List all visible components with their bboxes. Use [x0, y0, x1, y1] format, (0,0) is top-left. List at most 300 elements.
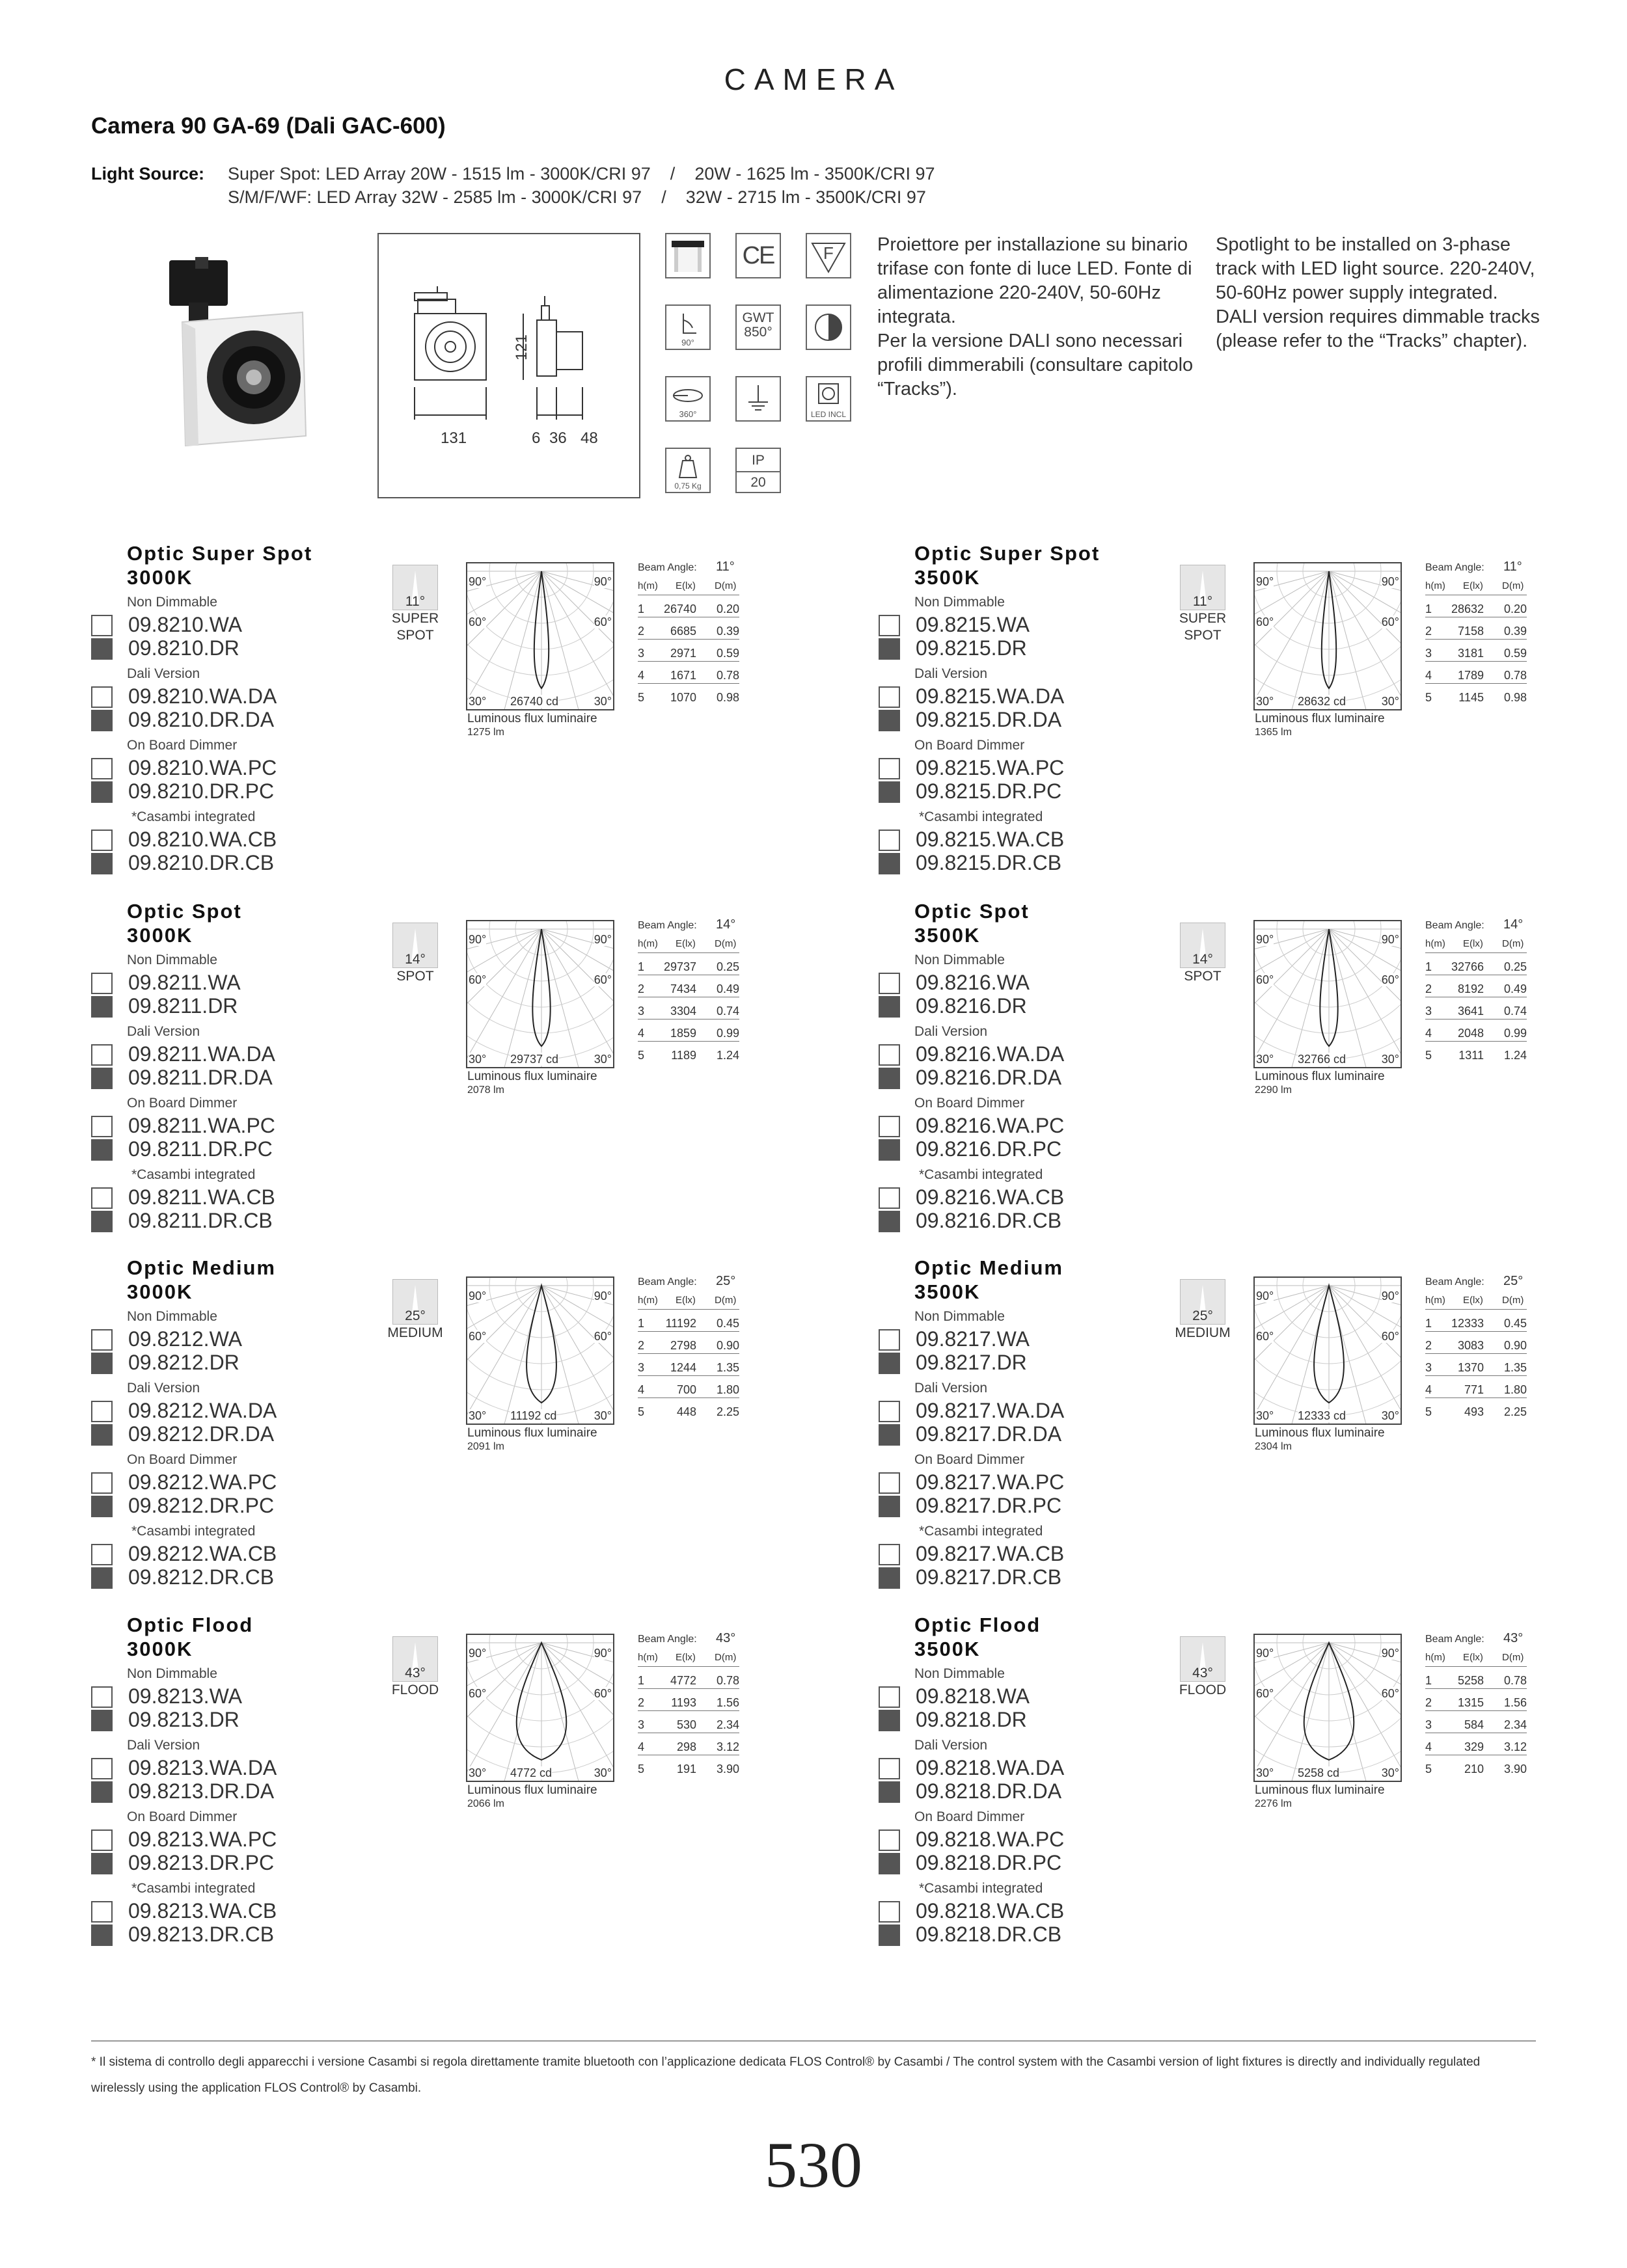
polar-angle-label: 60°: [1381, 1330, 1399, 1343]
cell-e: 32766: [1451, 960, 1484, 973]
cell-d: 0.39: [716, 625, 739, 638]
product-code: 09.8212.WA.DA: [128, 1399, 277, 1422]
cell-d: 3.90: [1503, 1762, 1527, 1775]
dim-height: 121: [513, 334, 531, 361]
col-h: h(m): [638, 580, 658, 591]
polar-angle-label: 60°: [1381, 1687, 1399, 1700]
luminous-flux-label: Luminous flux luminaire: [1255, 1426, 1385, 1440]
optic-title: [127, 541, 312, 589]
white-finish-swatch: [91, 1116, 113, 1137]
cell-e: 5258: [1457, 1674, 1484, 1687]
white-finish-swatch: [91, 1401, 113, 1422]
col-h: h(m): [1425, 1295, 1445, 1306]
illuminance-table-row: [638, 668, 739, 684]
illuminance-table-row: [1425, 1025, 1527, 1042]
product-code: 09.8216.WA.DA: [916, 1042, 1065, 1066]
dark-finish-swatch: [91, 1567, 113, 1589]
beam-angle-table-value: 43°: [1503, 1631, 1524, 1645]
product-code: 09.8215.WA.DA: [916, 684, 1065, 708]
product-code: 09.8216.DR.DA: [916, 1066, 1062, 1089]
glow-wire-test-icon: GWT 850°: [735, 304, 781, 350]
dark-finish-swatch: [879, 996, 900, 1018]
variant-label: On Board Dimmer: [914, 1096, 1025, 1111]
cell-e: 1789: [1457, 669, 1484, 682]
cell-e: 530: [676, 1718, 696, 1731]
product-code: 09.8215.WA: [916, 613, 1030, 636]
optic-title-name: Optic Spot: [127, 900, 242, 923]
product-code: 09.8216.DR.CB: [916, 1209, 1062, 1232]
cell-h: 4: [638, 669, 645, 682]
product-code: 09.8212.WA.CB: [128, 1542, 277, 1565]
cell-d: 0.78: [716, 669, 739, 682]
product-code: 09.8213.DR: [128, 1708, 239, 1731]
polar-peak-intensity: 28632 cd: [1298, 695, 1347, 708]
beam-angle-table-value: 14°: [716, 917, 736, 932]
optic-block: [91, 541, 807, 880]
illuminance-table-row: [638, 1404, 739, 1420]
cell-d: 1.56: [1503, 1696, 1527, 1709]
dim-depth-1: 6: [532, 429, 541, 447]
beam-type-label: [1164, 1665, 1242, 1699]
white-finish-swatch: [879, 830, 900, 851]
cell-h: 1: [638, 1674, 645, 1687]
optic-block: [879, 1256, 1594, 1594]
cell-d: 0.45: [1503, 1317, 1527, 1330]
dark-finish-swatch: [879, 1567, 900, 1589]
white-finish-swatch: [91, 1901, 113, 1923]
optic-title: [127, 899, 242, 947]
dark-finish-swatch: [879, 1924, 900, 1946]
variant-label: Non Dimmable: [914, 1666, 1005, 1681]
cell-h: 2: [1425, 982, 1432, 995]
illuminance-table-row: [638, 1338, 739, 1354]
product-code: 09.8212.DR.CB: [128, 1565, 275, 1589]
beam-angle-table-value: 25°: [716, 1274, 736, 1288]
polar-angle-label: 90°: [469, 933, 487, 946]
beam-angle-value: 11°: [405, 594, 426, 609]
cell-d: 1.35: [1503, 1361, 1527, 1374]
luminous-flux-label: Luminous flux luminaire: [1255, 1783, 1385, 1797]
illuminance-table-header: [1425, 1293, 1527, 1310]
cell-e: 1370: [1457, 1361, 1484, 1374]
dim-width: 131: [441, 429, 467, 447]
product-code: 09.8213.WA.CB: [128, 1899, 277, 1923]
polar-angle-label: 90°: [1256, 933, 1274, 946]
cell-d: 0.99: [1503, 1027, 1527, 1040]
variant-label: *Casambi integrated: [919, 1881, 1043, 1896]
white-finish-swatch: [879, 686, 900, 708]
illuminance-table-row: [638, 1047, 739, 1063]
illuminance-table-row: [638, 1739, 739, 1755]
cell-d: 3.12: [1503, 1740, 1527, 1753]
product-code: 09.8211.DR: [128, 994, 238, 1018]
white-finish-swatch: [91, 1187, 113, 1209]
product-code: 09.8218.DR.CB: [916, 1923, 1062, 1946]
variant-label: Dali Version: [914, 1024, 988, 1039]
cell-h: 3: [638, 1361, 645, 1374]
cell-h: 5: [1425, 1762, 1432, 1775]
polar-angle-label: 90°: [1381, 1289, 1399, 1303]
illuminance-table-row: [1425, 601, 1527, 617]
white-finish-swatch: [91, 1829, 113, 1851]
polar-angle-label: 30°: [1381, 1766, 1399, 1779]
col-e: E(lx): [676, 1295, 696, 1306]
illuminance-table-row: [638, 623, 739, 640]
technical-drawing: [379, 234, 639, 497]
earth-class-icon: [735, 376, 781, 422]
polar-angle-label: 30°: [594, 1053, 612, 1066]
cell-e: 28632: [1451, 602, 1484, 615]
product-code: 09.8212.DR.PC: [128, 1494, 275, 1517]
dark-finish-swatch: [91, 1496, 113, 1517]
white-finish-swatch: [91, 1472, 113, 1494]
cell-h: 2: [638, 1339, 645, 1352]
beam-angle-label: Beam Angle:: [1425, 562, 1484, 573]
cell-d: 0.59: [1503, 647, 1527, 660]
white-finish-swatch: [879, 1758, 900, 1779]
variant-label: *Casambi integrated: [919, 1524, 1043, 1539]
cell-e: 3304: [670, 1005, 696, 1018]
variant-label: *Casambi integrated: [919, 809, 1043, 824]
luminous-flux-value: 2304 lm: [1255, 1441, 1292, 1452]
product-code: 09.8213.WA.PC: [128, 1828, 277, 1851]
optic-block: [91, 899, 807, 1237]
white-finish-swatch: [879, 615, 900, 636]
optic-block: [879, 899, 1594, 1237]
variant-label: Dali Version: [127, 666, 200, 681]
cell-e: 584: [1464, 1718, 1484, 1731]
beam-angle-label: Beam Angle:: [1425, 1276, 1484, 1288]
cell-d: 0.25: [1503, 960, 1527, 973]
optic-title: [127, 1256, 276, 1304]
illuminance-table-row: [1425, 1316, 1527, 1332]
beam-angle-label: Beam Angle:: [638, 920, 697, 931]
product-code: 09.8210.DR.CB: [128, 851, 275, 874]
cell-d: 1.24: [716, 1049, 739, 1062]
illuminance-table-row: [1425, 959, 1527, 975]
illuminance-table-row: [1425, 1695, 1527, 1711]
dark-finish-swatch: [879, 1496, 900, 1517]
col-d: D(m): [715, 938, 737, 949]
polar-peak-intensity: 26740 cd: [510, 695, 559, 708]
polar-diagram: [466, 1634, 614, 1782]
beam-type-name: FLOOD: [1179, 1682, 1227, 1697]
illuminance-table-row: [638, 981, 739, 997]
optic-title: [127, 1613, 253, 1661]
polar-angle-label: 90°: [594, 933, 612, 946]
cell-h: 3: [1425, 647, 1432, 660]
illuminance-table-row: [638, 1695, 739, 1711]
illuminance-table-header: [638, 937, 739, 953]
variant-label: Dali Version: [127, 1381, 200, 1396]
illuminance-table-row: [1425, 1717, 1527, 1733]
variant-label: Dali Version: [127, 1024, 200, 1039]
cell-h: 5: [1425, 1049, 1432, 1062]
polar-diagram: [1253, 920, 1402, 1068]
cell-h: 1: [1425, 1674, 1432, 1687]
cell-e: 1311: [1458, 1049, 1484, 1062]
optic-title-temp: 3500K: [914, 1638, 981, 1660]
product-code: 09.8217.WA.DA: [916, 1399, 1065, 1422]
dark-finish-swatch: [879, 1353, 900, 1374]
illuminance-table-row: [1425, 1382, 1527, 1398]
beam-type-label: [376, 951, 454, 985]
polar-angle-label: 30°: [594, 1409, 612, 1422]
luminous-flux-value: 2276 lm: [1255, 1798, 1292, 1809]
cell-h: 5: [1425, 691, 1432, 704]
polar-angle-label: 60°: [469, 973, 487, 986]
cell-e: 2048: [1457, 1027, 1484, 1040]
illuminance-table-row: [1425, 623, 1527, 640]
cell-d: 2.25: [1503, 1405, 1527, 1418]
polar-angle-label: 90°: [594, 1647, 612, 1660]
footnote-rule: [91, 2040, 1536, 2042]
product-code: 09.8216.DR.PC: [916, 1137, 1062, 1161]
col-d: D(m): [715, 1652, 737, 1663]
product-code: 09.8218.WA: [916, 1684, 1030, 1708]
cell-e: 1315: [1457, 1696, 1484, 1709]
polar-angle-label: 60°: [1256, 1687, 1274, 1700]
cell-h: 4: [638, 1383, 645, 1396]
cell-h: 5: [638, 1762, 645, 1775]
illuminance-table-row: [638, 1360, 739, 1376]
product-code: 09.8217.WA.PC: [916, 1470, 1065, 1494]
variant-label: Non Dimmable: [914, 595, 1005, 610]
cell-e: 771: [1464, 1383, 1484, 1396]
beam-angle-label: Beam Angle:: [1425, 1634, 1484, 1645]
cell-h: 5: [638, 1405, 645, 1418]
col-e: E(lx): [1463, 1295, 1483, 1306]
illuminance-table-row: [1425, 1338, 1527, 1354]
beam-angle-label: Beam Angle:: [638, 1276, 697, 1288]
col-d: D(m): [1502, 1652, 1524, 1663]
col-d: D(m): [715, 1295, 737, 1306]
tilt-90-icon: 90°: [665, 304, 711, 350]
col-e: E(lx): [676, 1652, 696, 1663]
luminous-flux-label: Luminous flux luminaire: [1255, 712, 1385, 725]
description-english: Spotlight to be installed on 3-phase track with LED light source. 220-240V, 50-60Hz power supply integrated. DALI version requires dimmable tracks (please refer to the “Tracks” chapter).: [1216, 234, 1540, 351]
luminous-flux: [467, 1070, 597, 1097]
col-e: E(lx): [1463, 938, 1483, 949]
polar-peak-intensity: 29737 cd: [510, 1053, 559, 1066]
beam-type-name: MEDIUM: [1175, 1325, 1231, 1340]
cell-h: 4: [638, 1740, 645, 1753]
product-code: 09.8211.DR.PC: [128, 1137, 273, 1161]
dark-finish-swatch: [91, 1139, 113, 1161]
cell-d: 1.24: [1503, 1049, 1527, 1062]
polar-diagram: [466, 1276, 614, 1425]
beam-type-name: FLOOD: [391, 1682, 439, 1697]
cell-h: 2: [638, 1696, 645, 1709]
dark-finish-swatch: [91, 1853, 113, 1874]
polar-diagram: [1253, 1634, 1402, 1782]
beam-type-name: SPOT: [396, 969, 434, 984]
cell-h: 4: [1425, 1027, 1432, 1040]
optic-title-name: Optic Super Spot: [914, 542, 1101, 565]
luminous-flux: [467, 1783, 597, 1811]
beam-type-label: [1164, 593, 1242, 644]
polar-diagram: [466, 920, 614, 1068]
cell-e: 7434: [670, 982, 696, 995]
white-finish-swatch: [879, 1187, 900, 1209]
cell-e: 700: [676, 1383, 696, 1396]
beam-type-label: [1164, 1308, 1242, 1342]
white-finish-swatch: [879, 1829, 900, 1851]
cell-e: 2971: [670, 647, 696, 660]
variant-label: Non Dimmable: [127, 1309, 217, 1324]
product-code: 09.8212.DR.DA: [128, 1422, 275, 1446]
polar-diagram: [466, 562, 614, 710]
cell-h: 2: [638, 982, 645, 995]
cell-d: 0.20: [716, 602, 739, 615]
cell-d: 0.49: [1503, 982, 1527, 995]
polar-peak-intensity: 32766 cd: [1298, 1053, 1347, 1066]
polar-angle-label: 60°: [1381, 615, 1399, 628]
cell-d: 0.98: [1503, 691, 1527, 704]
ce-mark-icon: CE: [735, 233, 781, 278]
product-code: 09.8216.WA.PC: [916, 1114, 1065, 1137]
optic-title-temp: 3500K: [914, 566, 981, 589]
cell-e: 1070: [670, 691, 696, 704]
beam-angle-table-value: 43°: [716, 1631, 736, 1645]
cell-d: 0.78: [716, 1674, 739, 1687]
polar-peak-intensity: 5258 cd: [1298, 1766, 1340, 1779]
product-code: 09.8211.WA.PC: [128, 1114, 275, 1137]
dimmable-icon: [806, 304, 851, 350]
luminous-flux-value: 1275 lm: [467, 727, 504, 738]
product-code: 09.8218.DR: [916, 1708, 1027, 1731]
product-code: 09.8216.DR: [916, 994, 1027, 1018]
beam-angle-value: 43°: [405, 1666, 426, 1681]
luminous-flux: [1255, 712, 1385, 739]
cell-d: 2.25: [716, 1405, 739, 1418]
product-code: 09.8218.DR.DA: [916, 1779, 1062, 1803]
cell-h: 3: [1425, 1718, 1432, 1731]
product-code: 09.8217.WA: [916, 1327, 1030, 1351]
beam-type-label: [376, 593, 454, 644]
polar-angle-label: 60°: [594, 1330, 612, 1343]
cell-h: 5: [638, 1049, 645, 1062]
white-finish-swatch: [879, 1329, 900, 1351]
dark-finish-swatch: [91, 710, 113, 731]
white-finish-swatch: [879, 973, 900, 994]
light-source-line-2: S/M/F/WF: LED Array 32W - 2585 lm - 3000K/CRI 97 / 32W - 2715 lm - 3500K/CRI 97: [228, 187, 926, 207]
cell-e: 329: [1464, 1740, 1484, 1753]
dim-depth-3: 48: [581, 429, 598, 447]
polar-angle-label: 60°: [594, 973, 612, 986]
white-finish-swatch: [91, 1044, 113, 1066]
dark-finish-swatch: [879, 781, 900, 803]
beam-angle-value: 14°: [405, 952, 426, 967]
illuminance-table-row: [638, 959, 739, 975]
variant-label: On Board Dimmer: [914, 1452, 1025, 1467]
white-finish-swatch: [879, 1401, 900, 1422]
cell-e: 1244: [670, 1361, 696, 1374]
product-code: 09.8212.WA.PC: [128, 1470, 277, 1494]
beam-type-label: [376, 1308, 454, 1342]
optic-title-temp: 3000K: [127, 1280, 193, 1303]
product-code: 09.8215.DR.DA: [916, 708, 1062, 731]
cell-e: 1145: [1458, 691, 1484, 704]
optic-block: [879, 1613, 1594, 1951]
illuminance-table-row: [638, 1717, 739, 1733]
variant-label: On Board Dimmer: [914, 1809, 1025, 1824]
col-e: E(lx): [1463, 1652, 1483, 1663]
product-code: 09.8210.DR.DA: [128, 708, 275, 731]
luminous-flux-label: Luminous flux luminaire: [467, 1783, 597, 1797]
variant-label: *Casambi integrated: [919, 1167, 1043, 1182]
white-finish-swatch: [879, 1472, 900, 1494]
product-code: 09.8215.DR.CB: [916, 851, 1062, 874]
polar-diagram: [1253, 1276, 1402, 1425]
variant-label: *Casambi integrated: [131, 1167, 256, 1182]
polar-angle-label: 30°: [469, 1409, 487, 1422]
luminous-flux: [467, 712, 597, 739]
white-finish-swatch: [879, 1901, 900, 1923]
cell-d: 0.49: [716, 982, 739, 995]
polar-angle-label: 90°: [469, 575, 487, 588]
cell-d: 0.39: [1503, 625, 1527, 638]
light-source-label: Light Source:: [91, 164, 204, 183]
illuminance-table-row: [638, 1382, 739, 1398]
dark-finish-swatch: [91, 1211, 113, 1232]
optic-title-name: Optic Flood: [914, 1613, 1041, 1636]
illuminance-table-row: [638, 690, 739, 705]
cell-h: 2: [638, 625, 645, 638]
variant-label: Dali Version: [914, 1381, 988, 1396]
white-finish-swatch: [91, 1686, 113, 1708]
polar-angle-label: 30°: [1256, 1766, 1274, 1779]
illuminance-table-row: [1425, 981, 1527, 997]
cell-d: 0.99: [716, 1027, 739, 1040]
cell-d: 0.20: [1503, 602, 1527, 615]
col-d: D(m): [715, 580, 737, 591]
col-d: D(m): [1502, 1295, 1524, 1306]
cell-e: 3083: [1457, 1339, 1484, 1352]
optic-title-temp: 3500K: [914, 924, 981, 947]
luminous-flux: [467, 1426, 597, 1453]
product-code: 09.8217.DR.DA: [916, 1422, 1062, 1446]
dark-finish-swatch: [879, 638, 900, 660]
variant-label: On Board Dimmer: [127, 1809, 238, 1824]
product-code: 09.8215.DR.PC: [916, 779, 1062, 803]
beam-angle-label: Beam Angle:: [638, 562, 697, 573]
cell-h: 3: [1425, 1361, 1432, 1374]
cell-d: 0.78: [1503, 669, 1527, 682]
product-code: 09.8211.WA.DA: [128, 1042, 275, 1066]
variant-label: Dali Version: [914, 666, 988, 681]
cell-h: 1: [1425, 1317, 1432, 1330]
dark-finish-swatch: [879, 1424, 900, 1446]
dark-finish-swatch: [879, 1068, 900, 1089]
polar-angle-label: 90°: [469, 1647, 487, 1660]
dark-finish-swatch: [91, 781, 113, 803]
product-code: 09.8218.WA.DA: [916, 1756, 1065, 1779]
product-code: 09.8213.DR.DA: [128, 1779, 275, 1803]
col-e: E(lx): [676, 938, 696, 949]
polar-angle-label: 90°: [469, 1289, 487, 1303]
illuminance-table-row: [1425, 1673, 1527, 1689]
cell-h: 5: [638, 691, 645, 704]
cell-h: 3: [638, 647, 645, 660]
variant-label: Non Dimmable: [127, 1666, 217, 1681]
luminous-flux-value: 2078 lm: [467, 1085, 504, 1096]
illuminance-table-row: [638, 645, 739, 662]
cell-e: 11192: [665, 1317, 696, 1330]
optic-block: [91, 1613, 807, 1951]
rotate-360-icon: 360°: [665, 376, 711, 422]
product-title: Camera 90 GA-69 (Dali GAC-600): [91, 113, 446, 139]
